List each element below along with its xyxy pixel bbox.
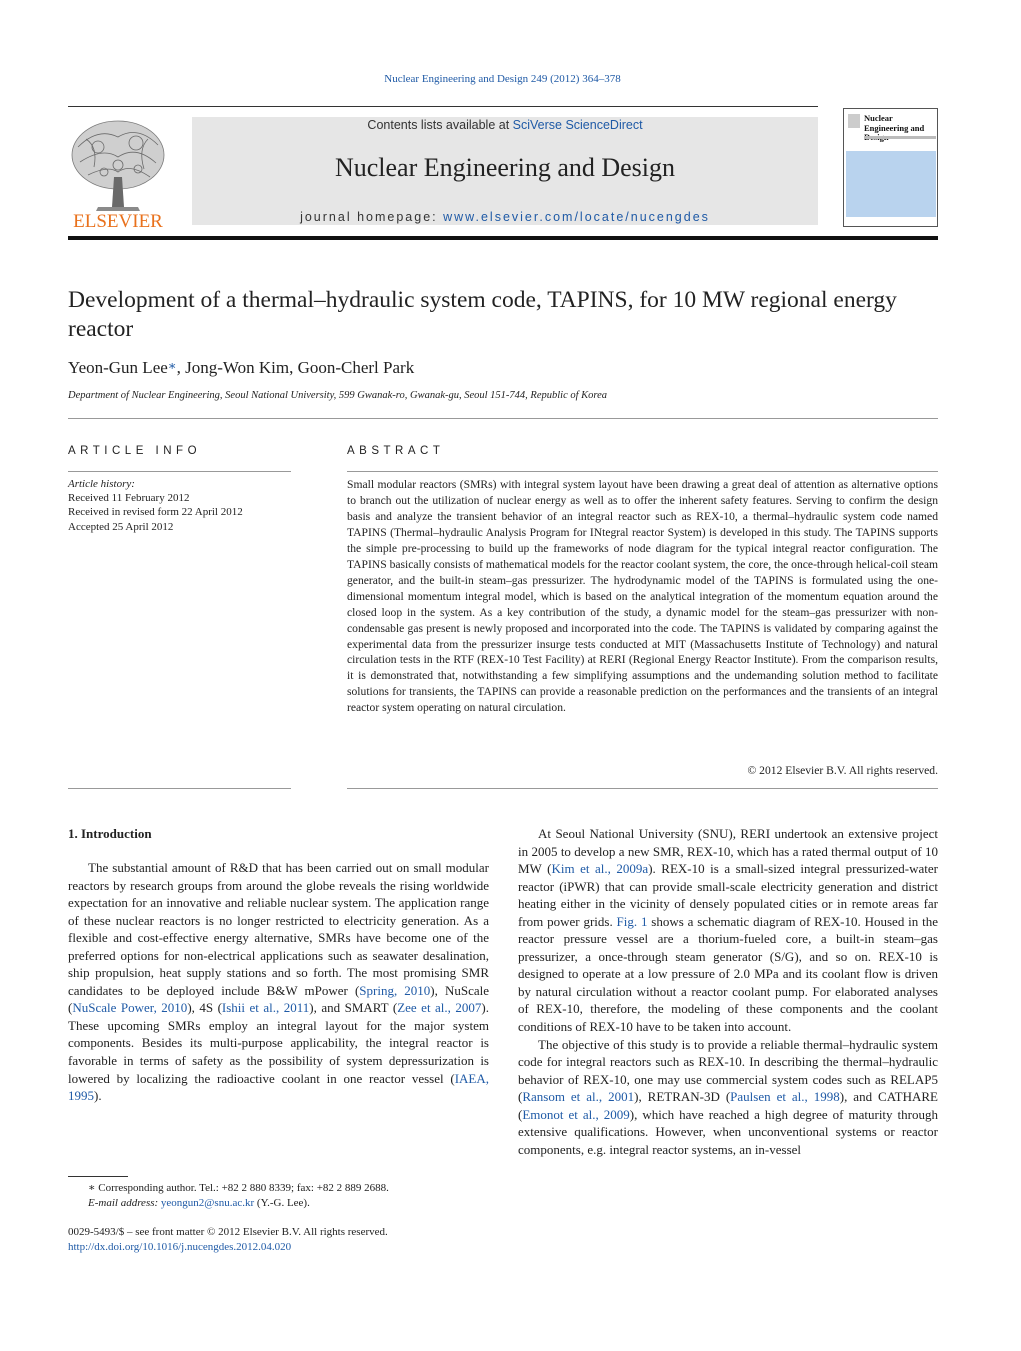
intro-paragraph-1 (68, 859, 489, 1105)
contents-prefix: Contents lists available at (367, 118, 513, 132)
text-run: ), NuScale ( (68, 982, 490, 1016)
cover-footer (848, 217, 934, 225)
abstract-copyright: © 2012 Elsevier B.V. All rights reserved. (747, 764, 938, 777)
email-label: E-mail address: (88, 1196, 161, 1209)
elsevier-wordmark: ELSEVIER (73, 211, 163, 229)
cover-logo-icon (848, 114, 860, 128)
article-history (68, 477, 291, 534)
intro-paragraph-3 (518, 1036, 938, 1159)
journal-name: Nuclear Engineering and Design (334, 153, 676, 182)
intro-paragraph-2 (518, 825, 938, 1036)
header-top-rule (68, 106, 818, 107)
article-info-heading: ARTICLE INFO (68, 445, 202, 457)
history-accepted: Accepted 25 April 2012 (68, 520, 174, 533)
history-received: Received 11 February 2012 (68, 492, 190, 505)
citation-link[interactable]: NuScale Power, 2010 (72, 1000, 188, 1016)
cover-title: Nuclear Engineering and (864, 113, 925, 133)
article-title: Development of a thermal–hydraulic system code, TAPINS, for 10 MW regional energy reactor (68, 287, 897, 342)
email-suffix: (Y.-G. Lee). (254, 1196, 310, 1209)
text-run: ), 4S ( (187, 1000, 222, 1016)
front-matter-meta (68, 1225, 498, 1254)
citation-link[interactable]: Kim et al., 2009a (551, 861, 649, 877)
abstract-bottom-rule (347, 788, 938, 789)
text-run: At Seoul National University (SNU), RERI undertook an extensive project in 2005 to develop a new SMR, REX-10, which has a rated thermal output of 10 MW ( (518, 826, 938, 877)
footnote-line-2 (68, 1196, 498, 1211)
doi-link[interactable]: http://dx.doi.org/10.1016/j.nucengdes.2012.04.020 (68, 1240, 292, 1253)
contents-available-line (192, 118, 818, 132)
citation-link[interactable]: Emonot et al., 2009 (522, 1106, 630, 1122)
affiliation-rule (68, 418, 938, 419)
abstract-text: Small modular reactors (SMRs) with integral system layout have been drawing a great deal of attention as alternative options to branch out the utilization of nuclear energy as well as to offer the inherent safety features. Serving to confirm the design basis and analyze the transient behavior of an integral reactor such as REX-10, a thermal–hydraulic system code named TAPINS (Thermal–hydraulic Analysis Program for INtegral reactor System) is developed in this study. The TAPINS supports the simple pre-processing to build up the frameworks of node diagram for the typical integral reactor configuration. The TAPINS basically consists of mathematical models for the reactor coolant system, the core, the once-through helical-coil steam generator, and the built-in steam–gas pressurizer. The hydrodynamic model of the TAPINS is formulated using the one-dimensional momentum integral model, which is based on the analytical integration of the momentum equation around the closed loop in the system. As a key contribution of the study, a dynamic model for the steam–gas pressurizer with non-condensable gas present is newly proposed and incorporated into the code. The TAPINS is validated by comparing against the experimental data from the pressurizer insurge tests conducted at MIT (Massachusetts Institute of Technology) and natural circulation tests in the RTF (REX-10 Test Facility) at RERI (Regional Energy Reactor Institute). From the comparison results, it is demonstrated that, notwithstanding a few simplifying assumptions and the undemanding solution method to facilitate solutions for transients, the TAPINS can provide a reasonable prediction on the performances and the transients of an integral reactor system operating on natural circulation. (347, 478, 938, 715)
citation-link[interactable]: IAEA, 1995 (68, 1070, 489, 1104)
issn-line: 0029-5493/$ – see front matter © 2012 Elsevier B.V. All rights reserved. (68, 1226, 388, 1238)
header-thick-rule (68, 236, 938, 240)
text-run: The objective of this study is to provide a reliable thermal–hydraulic system code for integral reactors such as REX-10. In describing the thermal–hydraulic behavior of REX-10, one may use commercial system codes such as RELAP5 ( (518, 1036, 938, 1105)
author-affiliation: Department of Nuclear Engineering, Seoul National University, 599 Gwanak-ro, Gwanak-gu, Seoul 151-744, Republic of Korea (68, 390, 608, 401)
footnote-contact: Corresponding author. Tel.: +82 2 880 8339; fax: +82 2 889 2688. (95, 1182, 389, 1194)
text-run: shows a schematic diagram of REX-10. Housed in the reactor pressure vessel are a thorium-fueled core, a built-in steam–gas pressurizer, a once-through steam generator (S/G), and so on. REX-10 is designed to operate at a low pressure of 2.0 MPa and its coolant flow is driven by natural circulation without a reactor coolant pump. For elaborated analyses of REX-10, therefore, the modeling of these components and the coolant conditions of REX-10 have to be taken into account. (518, 913, 938, 1035)
history-revised: Received in revised form 22 April 2012 (68, 506, 243, 519)
figure-link[interactable]: Fig. 1 (616, 913, 648, 929)
text-run: ), which have reached a high degree of maturity through extensive qualifications. However, when unconventional systems or reactor components, e.g. integral reactor systems, an in-vessel (518, 1106, 938, 1157)
elsevier-tree-trunk (112, 177, 124, 207)
citation-link[interactable]: Ransom et al., 2001 (522, 1089, 635, 1105)
text-run: ), and CATHARE ( (518, 1089, 938, 1122)
author-primary: Yeon-Gun Lee (68, 358, 168, 377)
text-run: ), and SMART ( (309, 1000, 398, 1016)
footnote-rule (68, 1176, 128, 1177)
footnote-mark: ∗ (88, 1182, 96, 1194)
sciencedirect-link[interactable]: SciVerse ScienceDirect (512, 118, 643, 132)
cover-blue-panel (846, 151, 936, 217)
journal-citation[interactable]: Nuclear Engineering and Design 249 (2012) 364–378 (384, 73, 621, 85)
email-link[interactable]: yeongun2@snu.ac.kr (160, 1196, 255, 1209)
journal-cover-thumbnail (843, 108, 938, 227)
footnote (68, 1181, 498, 1210)
homepage-link[interactable]: www.elsevier.com/locate/nucengdes (443, 210, 710, 224)
cover-subtitle-bar (864, 136, 936, 139)
text-run: ). These upcoming SMRs employ an integral layout for the major system components. Besides its multi-purpose applicability, the integral reactor is favorable in terms of safety as the possibility of system depressurization is lowered by localizing the radioactive coolant in one reactor vessel ( (68, 1000, 489, 1086)
corresponding-author-mark[interactable]: ∗ (167, 358, 177, 373)
citation-link[interactable]: Ishii et al., 2011 (221, 1000, 310, 1016)
introduction-heading: 1. Introduction (68, 826, 152, 841)
homepage-prefix: journal homepage: (300, 210, 444, 224)
text-run: ), RETRAN-3D ( (634, 1089, 731, 1105)
article-info-rule (68, 471, 291, 472)
abstract-rule (347, 471, 938, 472)
footnote-line-1 (68, 1181, 498, 1196)
journal-homepage-line (192, 210, 818, 224)
text-run: ). REX-10 is a small-sized integral pressurized-water reactor (iPWR) that can provide small-scale electricity generation and district heating either in the vicinity of densely populated cities or in remote areas far from power grids. (518, 861, 938, 929)
right-column (518, 825, 938, 1158)
citation-link[interactable]: Zee et al., 2007 (397, 1000, 482, 1016)
citation-link[interactable]: Paulsen et al., 1998 (730, 1089, 840, 1105)
author-list (68, 358, 938, 378)
history-label: Article history: (68, 478, 135, 490)
citation-link[interactable]: Spring, 2010 (359, 982, 431, 998)
article-info-bottom-rule (68, 788, 291, 789)
abstract-heading: ABSTRACT (347, 445, 445, 457)
text-run: ). (94, 1088, 102, 1104)
text-run: The substantial amount of R&D that has been carried out on small modular reactors by research groups from around the globe reveals the rising worldwide expectation for an innovative and reliable nuclear system. The application range of these nuclear reactors is no longer restricted to electricity generation. As a flexible and cost-effective energy alternative, SMRs have become one of the preferred options for non-electrical applications such as seawater desalination, ship propulsion, heat supply stations and so forth. The most promising SMR candidates to be deployed include B&W mPower ( (68, 860, 489, 998)
author-others: , Jong-Won Kim, Goon-Cherl Park (176, 358, 415, 377)
elsevier-logo (68, 117, 168, 229)
